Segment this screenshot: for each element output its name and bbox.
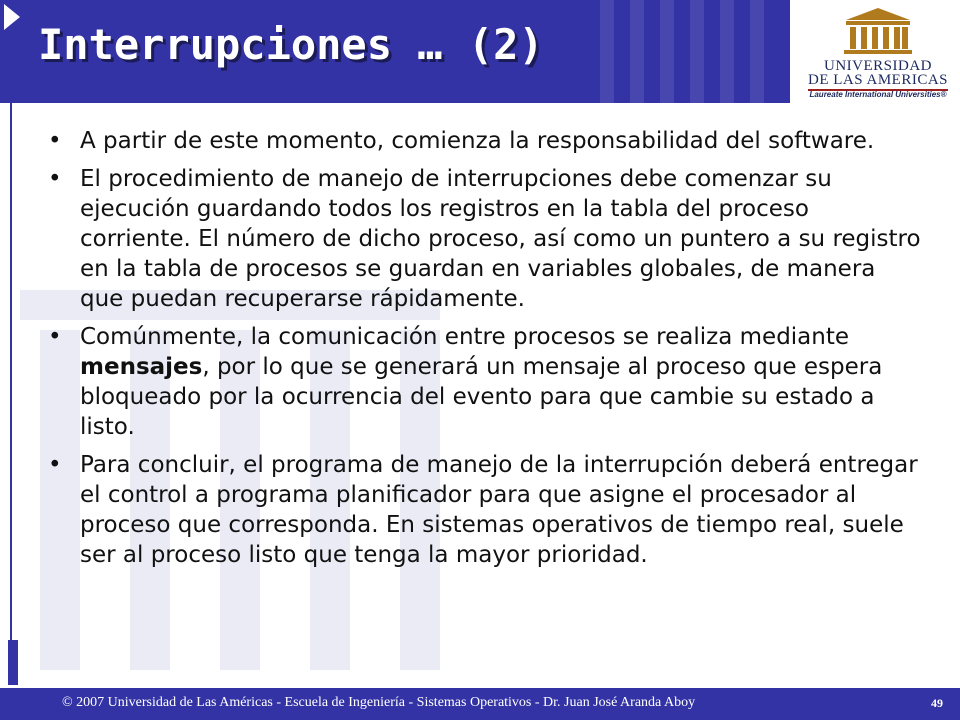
page-number: 49 xyxy=(931,696,943,710)
left-accent-block xyxy=(8,640,18,685)
header-pillar-decoration xyxy=(630,0,644,103)
slide-header xyxy=(0,0,790,103)
logo-name-line1: UNIVERSIDAD xyxy=(824,58,932,74)
bullet-item xyxy=(44,322,924,442)
header-pillar-decoration xyxy=(600,0,614,103)
bullet-item xyxy=(44,164,924,314)
bullet-marker: • xyxy=(48,452,62,478)
bullet-bold-term: mensajes xyxy=(80,354,203,380)
header-pillar-decoration xyxy=(750,0,764,103)
left-accent-line xyxy=(0,103,12,685)
bullet-list xyxy=(44,126,924,578)
bullet-text-part: , por lo que se generará un mensaje al proceso que espera bloqueado por la ocurrencia del evento para que cambie su estado a listo. xyxy=(80,354,883,440)
logo-subline: Laureate International Universities® xyxy=(809,90,947,99)
footer-copyright: © 2007 Universidad de Las Américas - Escuela de Ingeniería - Sistemas Operativos - Dr. Juan José Aranda Aboy xyxy=(62,695,696,710)
header-pillar-decoration xyxy=(660,0,674,103)
university-building-icon xyxy=(802,4,954,58)
bullet-text: A partir de este momento, comienza la responsabilidad del software. xyxy=(80,128,875,154)
slide-title: Interrupciones … (2) xyxy=(38,20,544,69)
header-pillar-decoration xyxy=(690,0,704,103)
bullet-text: Para concluir, el programa de manejo de la interrupción deberá entregar el control a programa planificador para que asigne el procesador al proceso que corresponda. En sistemas operativos de tiempo real, suele ser al proceso listo que tenga la mayor prioridad. xyxy=(80,452,918,568)
bullet-marker: • xyxy=(48,324,62,350)
bullet-text xyxy=(80,324,882,440)
header-pillar-decoration xyxy=(720,0,734,103)
bullet-text: El procedimiento de manejo de interrupciones debe comenzar su ejecución guardando todos los registros en la tabla del proceso corriente. El número de dicho proceso, así como un puntero a su registro en la tabla de procesos se guardan en variables globales, de manera que puedan recuperarse rápidamente. xyxy=(80,166,921,312)
bullet-item xyxy=(44,450,924,570)
university-logo xyxy=(802,4,954,102)
bullet-text-part: Comúnmente, la comunicación entre procesos se realiza mediante xyxy=(80,324,850,350)
logo-name-line2: DE LAS AMERICAS xyxy=(807,72,949,88)
bullet-item xyxy=(44,126,924,156)
play-arrow-icon xyxy=(4,4,20,30)
bullet-marker: • xyxy=(48,128,62,154)
bullet-marker: • xyxy=(48,166,62,192)
